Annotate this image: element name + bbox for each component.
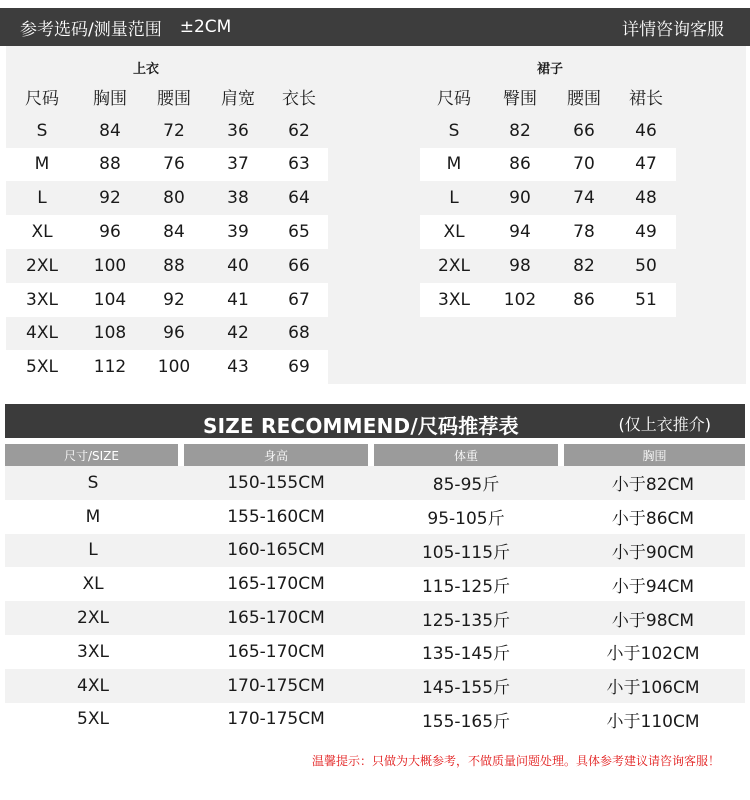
skirt-cell: 90 <box>509 188 531 209</box>
tops-cell: 41 <box>206 283 270 317</box>
skirt-cell: 50 <box>635 255 657 276</box>
tops-cell: 5XL <box>6 350 78 384</box>
tops-cell: 63 <box>270 148 328 182</box>
skirt-row <box>420 283 676 317</box>
header-service-text: 详情咨询客服 <box>622 19 724 40</box>
tops-cell: 108 <box>93 323 127 344</box>
tops-cell: 62 <box>288 120 310 141</box>
tops-cell: 66 <box>288 255 310 276</box>
tops-cell: 67 <box>270 283 328 317</box>
recommend-cell: 2XL <box>5 601 181 635</box>
header-bar <box>0 8 750 46</box>
skirt-cell: 78 <box>552 215 616 249</box>
tops-row <box>6 114 328 148</box>
skirt-cell: 102 <box>488 283 552 317</box>
skirt-cell: S <box>448 120 460 141</box>
size-chart-panel <box>6 46 746 384</box>
tops-column-header: 胸围 <box>93 89 127 110</box>
tops-cell: 84 <box>99 120 121 141</box>
recommend-cell: 95-105斤 <box>371 500 561 534</box>
skirt-row <box>420 215 676 249</box>
recommend-cell: 155-160CM <box>181 500 371 534</box>
skirt-row <box>420 148 676 182</box>
recommend-cell: 150-155CM <box>181 466 371 500</box>
recommend-cell: 170-175CM <box>181 669 371 703</box>
tops-row <box>6 249 328 283</box>
recommend-cell: 160-165CM <box>181 534 371 568</box>
skirt-cell: 47 <box>616 148 676 182</box>
tops-row <box>6 283 328 317</box>
tops-cell: 4XL <box>26 323 58 344</box>
recommend-cell: 小于90CM <box>561 534 745 568</box>
header-title: 参考选码/测量范围 <box>20 19 162 40</box>
recommend-row <box>5 534 745 568</box>
recommend-cell: 105-115斤 <box>371 534 561 568</box>
recommend-cell: 155-165斤 <box>371 703 561 737</box>
recommend-row <box>5 703 745 737</box>
tops-cell: 92 <box>142 283 206 317</box>
recommend-cell: 165-170CM <box>181 601 371 635</box>
recommend-column-header: 尺寸/SIZE <box>5 444 181 466</box>
skirt-cell: 49 <box>616 215 676 249</box>
recommend-cell: 85-95斤 <box>371 466 561 500</box>
tops-cell: 65 <box>270 215 328 249</box>
header-left <box>20 15 231 40</box>
skirt-cell: 51 <box>616 283 676 317</box>
tops-cell: 100 <box>93 255 127 276</box>
recommend-bar <box>5 404 745 438</box>
skirt-header-row <box>420 80 676 114</box>
tip-text: 温馨提示：只做为大概参考，不做质量问题处理。具体参考建议请咨询客服！ <box>311 754 720 768</box>
recommend-cell: 165-170CM <box>181 567 371 601</box>
tops-cell: 76 <box>142 148 206 182</box>
skirt-cell: 66 <box>573 120 595 141</box>
recommend-cell: 小于102CM <box>561 635 745 669</box>
recommend-title: SIZE RECOMMEND/尺码推荐表 <box>203 414 519 438</box>
skirt-cell: 70 <box>552 148 616 182</box>
skirt-cell: 3XL <box>420 283 488 317</box>
recommend-cell: 5XL <box>5 703 181 737</box>
tops-cell: 36 <box>227 120 249 141</box>
tops-row <box>6 148 328 182</box>
skirt-row <box>420 249 676 283</box>
recommend-cell: 135-145斤 <box>371 635 561 669</box>
tops-column-header: 肩宽 <box>221 89 255 110</box>
header-tolerance: ±2CM <box>179 17 232 37</box>
tops-cell: 104 <box>78 283 142 317</box>
skirt-column-header: 腰围 <box>567 89 601 110</box>
recommend-table <box>5 444 745 736</box>
skirt-cell: XL <box>420 215 488 249</box>
recommend-cell: 小于94CM <box>561 567 745 601</box>
tops-cell: 96 <box>163 323 185 344</box>
tops-cell: 69 <box>270 350 328 384</box>
recommend-cell: 小于86CM <box>561 500 745 534</box>
tops-cell: 112 <box>78 350 142 384</box>
skirt-title: 裙子 <box>537 62 564 77</box>
skirt-cell: 2XL <box>438 255 470 276</box>
tops-cell: 43 <box>206 350 270 384</box>
recommend-cell: M <box>5 500 181 534</box>
tops-cell: L <box>37 188 47 209</box>
tops-cell: 68 <box>288 323 310 344</box>
recommend-row <box>5 500 745 534</box>
skirt-cell: 86 <box>552 283 616 317</box>
skirt-cell: 82 <box>509 120 531 141</box>
skirt-cell: L <box>449 188 459 209</box>
tops-cell: 37 <box>206 148 270 182</box>
recommend-cell: S <box>5 466 181 500</box>
recommend-cell: 170-175CM <box>181 703 371 737</box>
skirt-cell: 94 <box>488 215 552 249</box>
tops-cell: 96 <box>78 215 142 249</box>
recommend-row <box>5 567 745 601</box>
skirt-row <box>420 114 676 148</box>
tops-column-header: 腰围 <box>157 89 191 110</box>
recommend-cell: 4XL <box>5 669 181 703</box>
tops-cell: 42 <box>227 323 249 344</box>
tops-size-table <box>6 80 328 384</box>
recommend-row <box>5 601 745 635</box>
recommend-header-row <box>5 444 745 466</box>
skirt-size-table <box>420 80 676 317</box>
recommend-cell: 125-135斤 <box>371 601 561 635</box>
tops-row <box>6 317 328 351</box>
skirt-column-header: 裙长 <box>629 89 663 110</box>
skirt-row <box>420 181 676 215</box>
tops-cell: 2XL <box>26 255 58 276</box>
tops-cell: 100 <box>142 350 206 384</box>
recommend-cell: XL <box>5 567 181 601</box>
skirt-cell: 82 <box>573 255 595 276</box>
tops-row <box>6 215 328 249</box>
tops-cell: 3XL <box>6 283 78 317</box>
tops-cell: 64 <box>288 188 310 209</box>
skirt-cell: 46 <box>635 120 657 141</box>
tops-cell: 88 <box>163 255 185 276</box>
recommend-cell: 115-125斤 <box>371 567 561 601</box>
recommend-cell: 小于82CM <box>561 466 745 500</box>
tops-column-header: 尺码 <box>25 89 59 110</box>
tops-cell: 72 <box>163 120 185 141</box>
recommend-note: (仅上衣推介) <box>618 415 711 434</box>
recommend-cell: 小于98CM <box>561 601 745 635</box>
recommend-row <box>5 669 745 703</box>
tops-cell: S <box>36 120 48 141</box>
skirt-cell: 86 <box>488 148 552 182</box>
tops-cell: M <box>6 148 78 182</box>
tops-cell: XL <box>6 215 78 249</box>
recommend-cell: L <box>5 534 181 568</box>
recommend-cell: 小于106CM <box>561 669 745 703</box>
skirt-cell: M <box>420 148 488 182</box>
skirt-cell: 48 <box>635 188 657 209</box>
tops-header-row <box>6 80 328 114</box>
tops-cell: 80 <box>163 188 185 209</box>
skirt-cell: 98 <box>509 255 531 276</box>
tops-cell: 88 <box>78 148 142 182</box>
skirt-column-header: 臀围 <box>503 89 537 110</box>
recommend-column-header: 身高 <box>181 444 371 466</box>
tops-cell: 92 <box>99 188 121 209</box>
tops-row <box>6 181 328 215</box>
tops-column-header: 衣长 <box>282 89 316 110</box>
recommend-column-header: 体重 <box>371 444 561 466</box>
recommend-row <box>5 635 745 669</box>
recommend-cell: 小于110CM <box>561 703 745 737</box>
skirt-cell: 74 <box>573 188 595 209</box>
tops-row <box>6 350 328 384</box>
recommend-cell: 3XL <box>5 635 181 669</box>
recommend-cell: 165-170CM <box>181 635 371 669</box>
tops-title: 上衣 <box>133 62 160 77</box>
recommend-column-header: 胸围 <box>561 444 745 466</box>
recommend-row <box>5 466 745 500</box>
tops-cell: 40 <box>227 255 249 276</box>
skirt-column-header: 尺码 <box>437 89 471 110</box>
tops-cell: 84 <box>142 215 206 249</box>
tops-cell: 39 <box>206 215 270 249</box>
recommend-cell: 145-155斤 <box>371 669 561 703</box>
tops-cell: 38 <box>227 188 249 209</box>
